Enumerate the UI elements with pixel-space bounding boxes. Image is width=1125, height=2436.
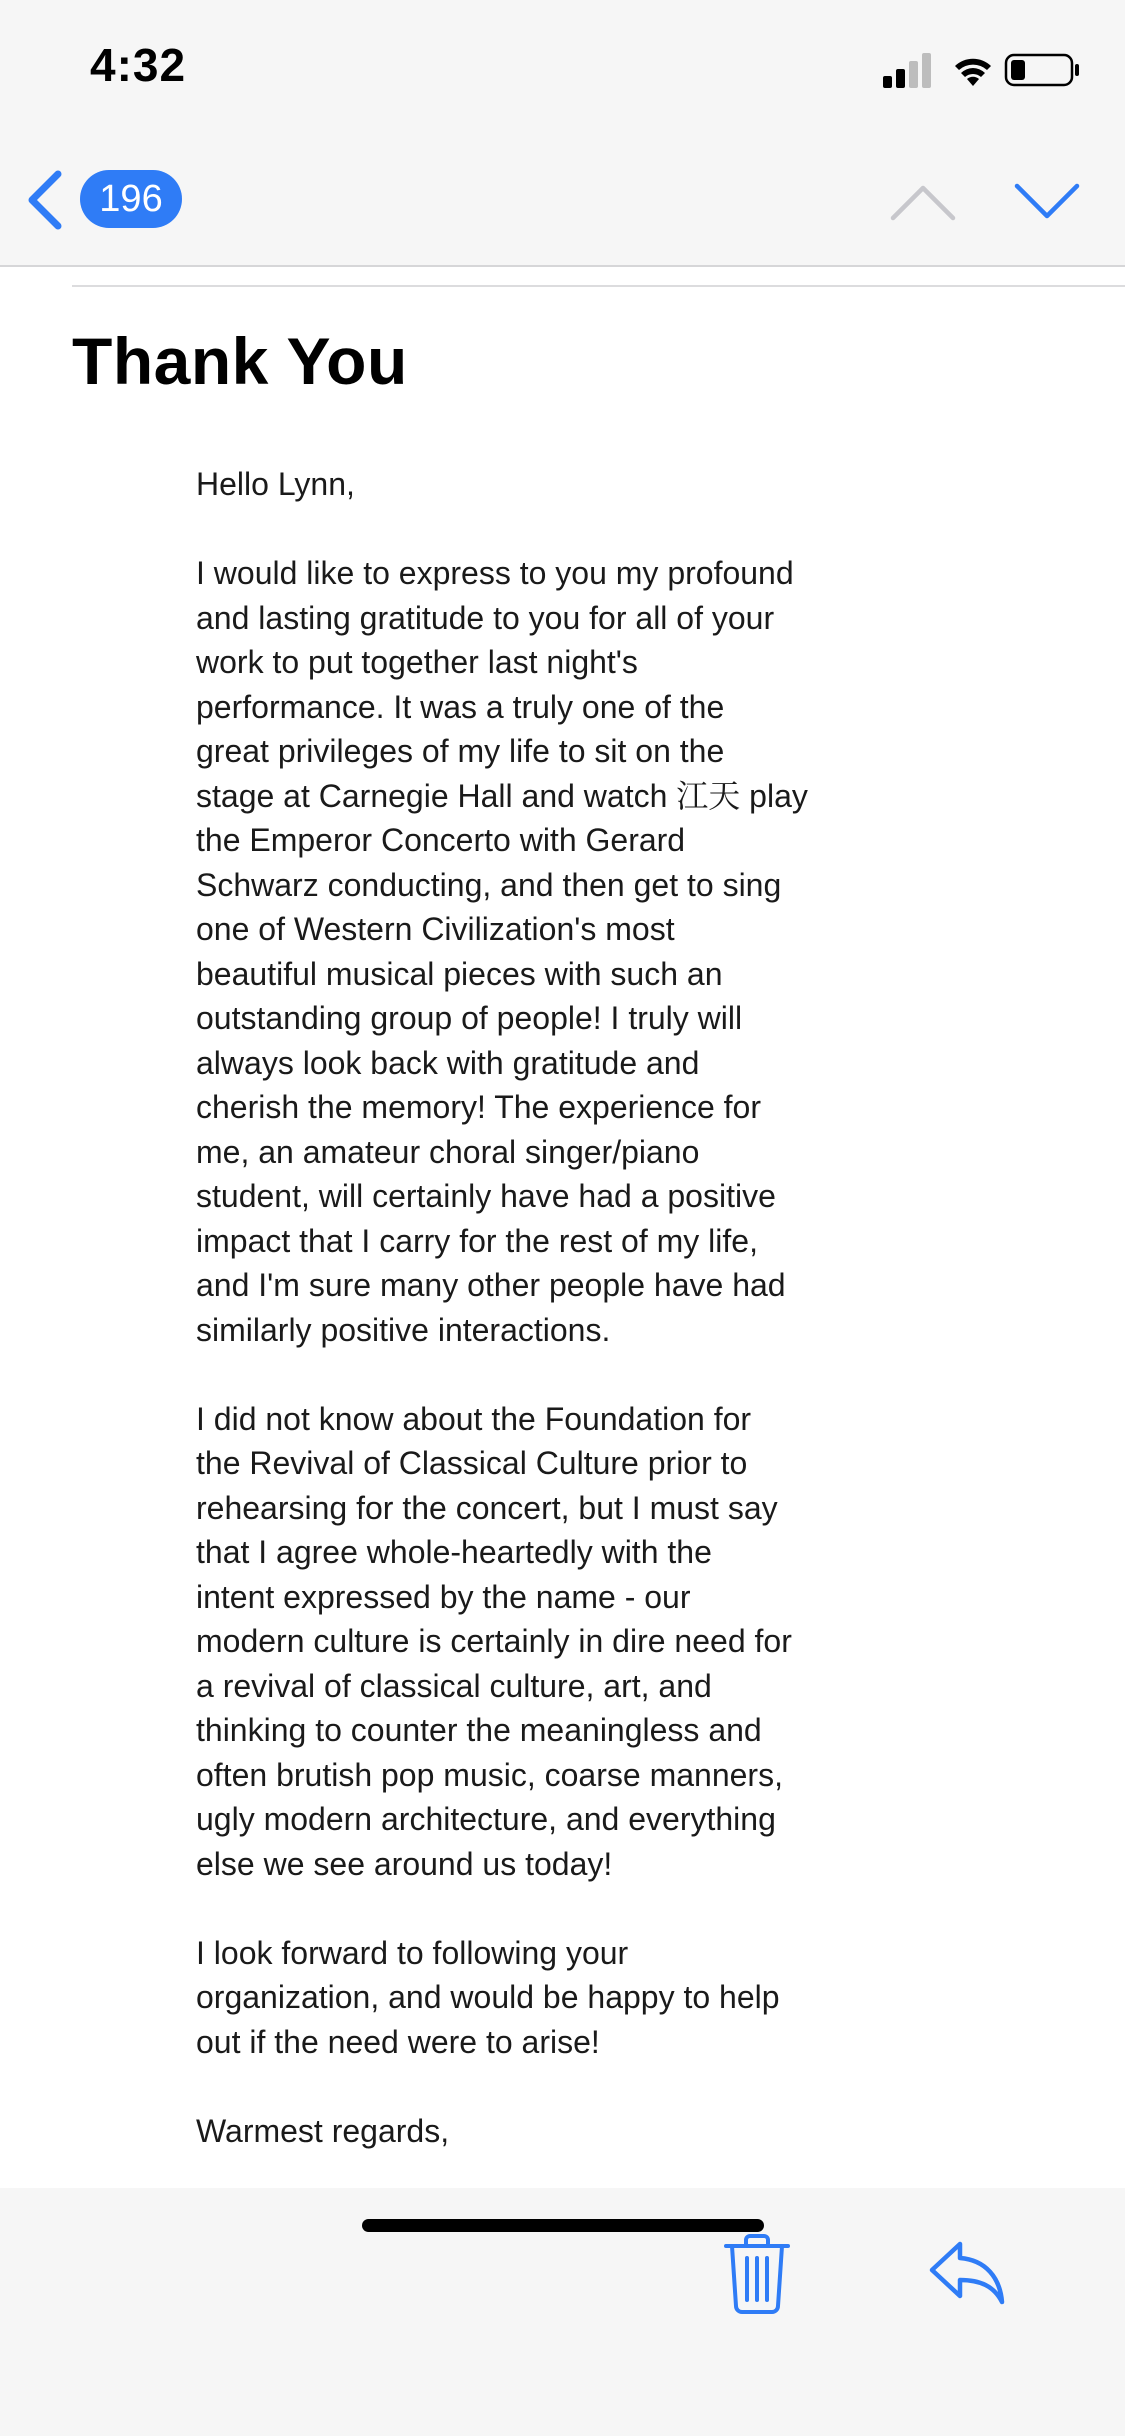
body-line: the Revival of Classical Culture prior to <box>196 1445 748 1481</box>
email-body <box>196 462 826 2198</box>
message-count-badge[interactable]: 196 <box>80 170 182 228</box>
body-line: performance. It was a truly one of the <box>196 688 725 725</box>
body-line: student, will certainly have had a positive <box>196 1178 776 1214</box>
email-greeting: Hello Lynn, <box>196 466 355 502</box>
body-line: great privileges of my life to sit on the <box>196 733 725 769</box>
wifi-icon <box>955 59 991 86</box>
status-icons <box>883 50 1083 90</box>
body-line: intent expressed by the name - our <box>196 1578 691 1615</box>
body-line: stage at Carnegie Hall and watch 江天 play <box>196 777 808 814</box>
body-line: rehearsing for the concert, but I must say <box>196 1489 778 1526</box>
email-closing: Warmest regards, <box>196 2112 450 2149</box>
body-line: always look back with gratitude and <box>196 1044 700 1081</box>
next-message-icon[interactable] <box>1012 178 1082 226</box>
status-bar <box>0 0 1125 140</box>
body-line: that I agree whole-heartedly with the <box>196 1534 712 1570</box>
battery-icon <box>1006 55 1079 85</box>
body-line: I look forward to following your <box>196 1934 629 1971</box>
body-line: a revival of classical culture, art, and <box>196 1667 712 1704</box>
nav-bar <box>0 140 1125 267</box>
body-line: thinking to counter the meaningless and <box>196 1712 762 1748</box>
body-line: I would like to express to you my profound <box>196 555 794 591</box>
body-line: work to put together last night's <box>196 644 638 680</box>
body-line: out if the need were to arise! <box>196 2023 600 2060</box>
body-line: one of Western Civilization's most <box>196 911 675 947</box>
body-line: modern culture is certainly in dire need for <box>196 1623 792 1659</box>
status-time: 4:32 <box>90 39 187 91</box>
email-paragraph-2 <box>196 1397 826 1887</box>
previous-message-icon <box>888 178 958 226</box>
body-line: similarly positive interactions. <box>196 1311 611 1348</box>
body-line: and I'm sure many other people have had <box>196 1267 786 1303</box>
body-line: I did not know about the Foundation for <box>196 1400 752 1437</box>
reply-icon[interactable] <box>926 2238 1006 2306</box>
body-line: and lasting gratitude to you for all of your <box>196 599 775 636</box>
bottom-toolbar <box>0 2188 1125 2436</box>
trash-icon[interactable] <box>722 2234 792 2314</box>
body-line: cherish the memory! The experience for <box>196 1089 761 1125</box>
home-indicator[interactable] <box>362 2219 764 2232</box>
body-line: me, an amateur choral singer/piano <box>196 1133 700 1170</box>
email-paragraph-1 <box>196 551 826 1352</box>
email-paragraph-3 <box>196 1931 826 2065</box>
body-line: often brutish pop music, coarse manners, <box>196 1756 783 1793</box>
body-line: organization, and would be happy to help <box>196 1979 780 2015</box>
header-divider <box>72 285 1125 287</box>
body-line: Schwarz conducting, and then get to sing <box>196 866 782 903</box>
body-line: outstanding group of people! I truly will <box>196 1000 743 1036</box>
body-line: impact that I carry for the rest of my life, <box>196 1222 758 1259</box>
body-line: the Emperor Concerto with Gerard <box>196 822 686 858</box>
back-chevron-icon[interactable] <box>22 168 66 232</box>
body-line: beautiful musical pieces with such an <box>196 955 723 992</box>
body-line: else we see around us today! <box>196 1845 613 1882</box>
email-subject: Thank You <box>72 324 408 398</box>
cellular-signal-icon <box>883 53 931 88</box>
body-line: ugly modern architecture, and everything <box>196 1801 776 1837</box>
